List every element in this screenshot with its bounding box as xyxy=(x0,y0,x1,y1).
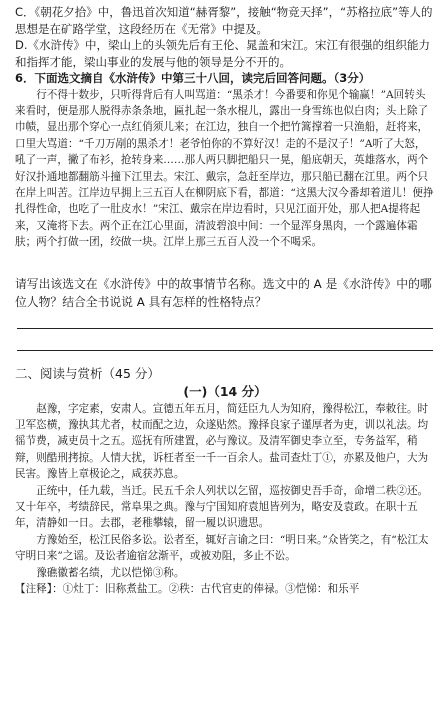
answer-line-1[interactable] xyxy=(17,311,433,329)
question-6-prompt: 请写出该选文在《水浒传》中的故事情节名称。选文中的 A 是《水浒传》中的哪位人物？结合全书说说 A 具有怎样的性格特点？ xyxy=(15,276,432,309)
question-6-stem: 6．下面选文摘自《水浒传》中第三十八回，读完后回答问题。（3分） xyxy=(15,71,371,85)
passage-paragraph-3: 方豫始至，松江民俗多讼。讼者至，辄好言谕之曰：“明日来。”众皆笑之，有“松江太守明日来”之谣。及讼者逾宿忿渐平，或被劝阻，多止不讼。 xyxy=(15,533,429,563)
answer-line-2[interactable] xyxy=(17,333,433,351)
option-d: D.《水浒传》中，梁山上的头领先后有王伦、晁盖和宋江。宋江有很强的组织能力和指挥才能，梁山事业的发展与他的领导是分不开的。 xyxy=(15,38,431,69)
section-subtitle: (一)（14 分） xyxy=(183,383,267,399)
option-c: C．《朝花夕拾》中，鲁迅首次知道“赫胥黎”，接触“物竞天择”，“苏格拉底”等人的思想是在矿路学堂，这段经历在《无常》中提及。 xyxy=(15,5,433,36)
exam-page xyxy=(15,4,435,597)
annotation-note: 【注释】：①灶丁：旧称煮盐工。②秩：古代官吏的俸禄。③恺悌：和乐平 xyxy=(15,583,360,596)
passage-paragraph-1: 赵豫，字定素，安肃人。宣德五年五月，简廷臣九人为知府，豫得松江，奉敕往。时卫军恣横，豫执其尤者，杖而配之边，众遂贴然。豫择良家子谨厚者为吏，训以礼法。均徭节费，减吏员十之五。巡抚有所建置，必与豫议。及清军御史李立至，专务益军，稍辩，则酷刑拷掠。人情大扰，诉枉者至一千一百余人。盐司查灶丁①，亦累及他户，大为民害。豫皆上章极论之，咸获苏息。 xyxy=(15,402,429,481)
section-title: 二、阅读与赏析（45 分） xyxy=(15,365,160,381)
passage-paragraph-2: 正统中，任九载，当迁。民五千余人列状以乞留，巡按御史吾手奇，命增二秩②还。又十年卒，考绩辞民，常阜果之典。豫与宁国知府袁旭皆列为，略安及袁政。在职十五年，清静如一日。去郡，老稚攀辕，留一履以识遗思。 xyxy=(15,484,429,530)
passage-paragraph-4: 豫礁徽蓄名绩，尤以恺悌③称。 xyxy=(36,566,185,579)
question-6-passage: 行不得十数步，只听得背后有人叫骂道：“黑杀才！今番要和你见个输赢！”A回转头来看时，便是那人脱得赤条条地，匾扎起一条水棍儿，露出一身雪练也似白肉；头上除了巾帻，显出那个穿心一点红俏须儿来；在江边，独自一个把竹篙撑着一只渔船，赶将来，口里大骂道：“千刀万剐的黑杀才！老爷怕你的不算好汉！走的不是汉子！”A听了大怒，吼了一声，撇了布衫，抢转身来……那人两只脚把船只一晃，船底朝天，英雄落水，两个好汉扑通地都翻筋斗撞下江里去。宋江、戴宗，急赶至岸边，那只船已翻在江里。两个只在岸上叫苦。江岸边早拥上三五百人在柳阴底下看，都道：“这黑大汉今番却着道儿！便挣扎得性命，也吃了一肚皮水！”宋江、戴宗在岸边看时，只见江面开处，那人把A提将起来，又淹将下去。两个正在江心里面，清波碧浪中间：一个显浑身黑肉，一个露遍体霜肤；两个打做一团，绞做一块。江岸上那三五百人没一个不喝采。 xyxy=(15,88,434,249)
